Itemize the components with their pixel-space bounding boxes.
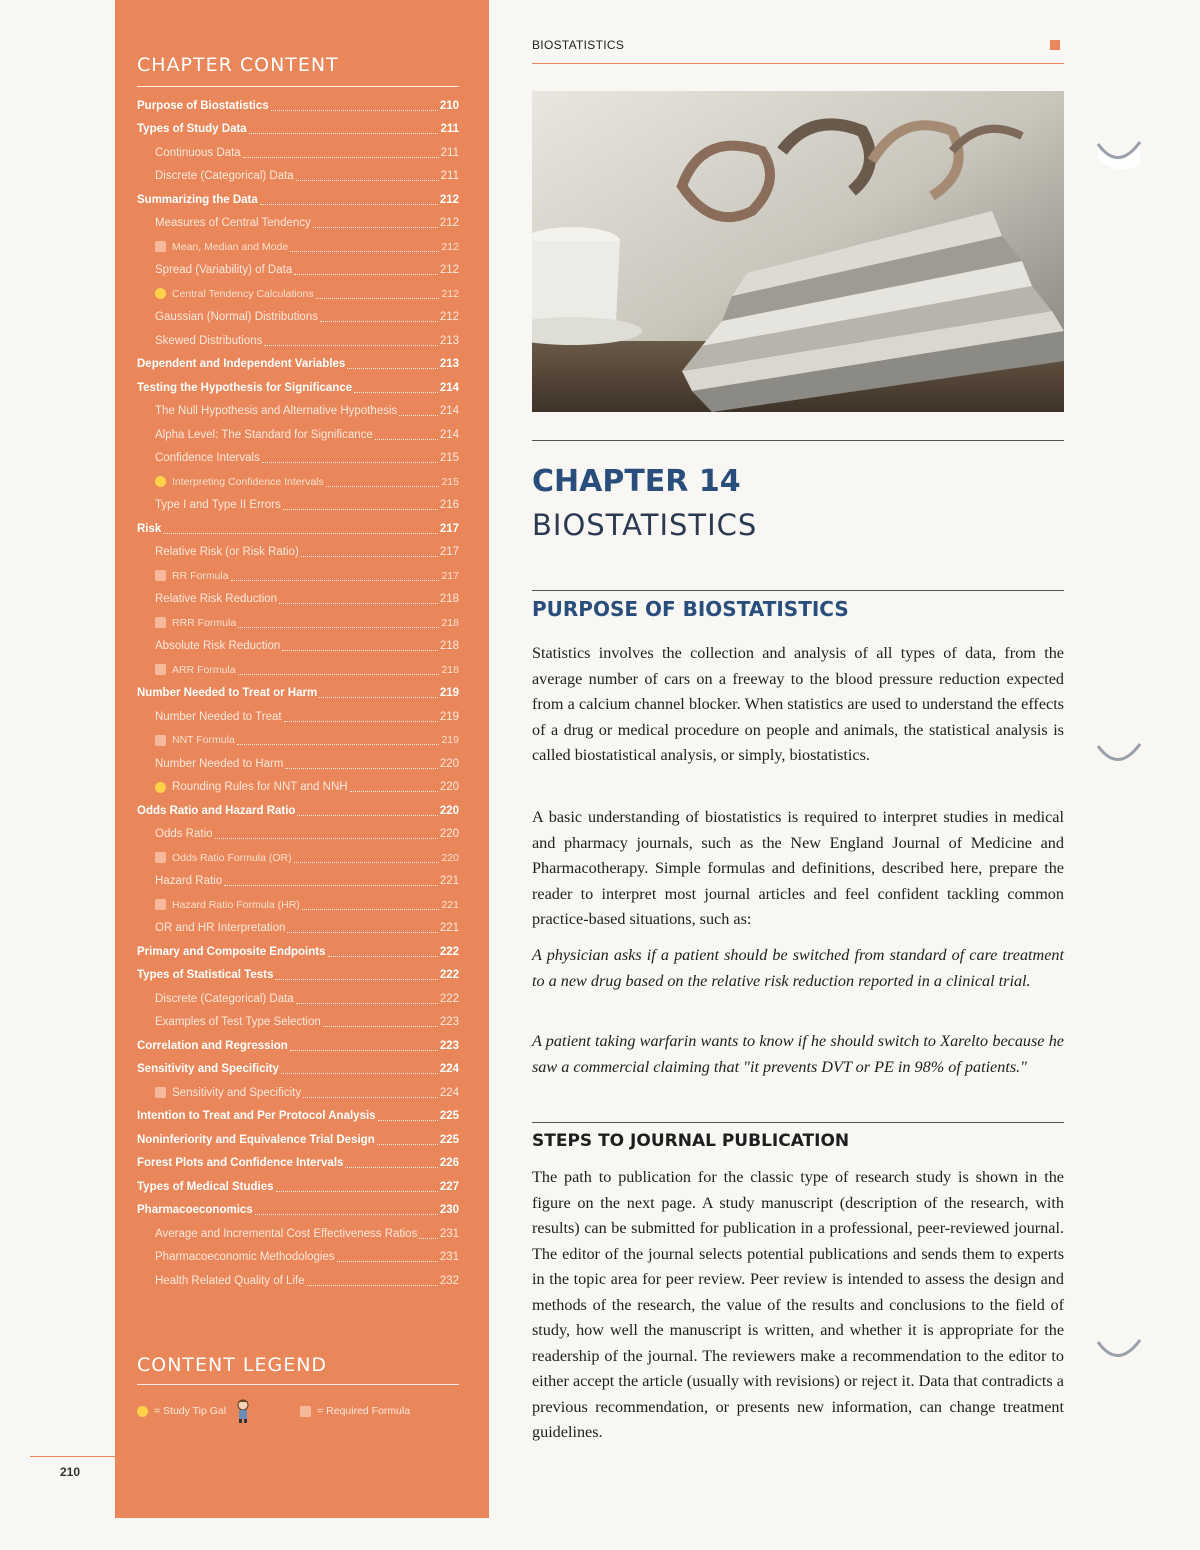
toc-entry-page: 218 [441, 663, 459, 676]
toc-entry[interactable] [137, 282, 459, 306]
toc-leader-dots [345, 1166, 437, 1168]
toc-leader-dots [249, 132, 439, 134]
toc-leader-dots [285, 767, 437, 769]
toc-leader-dots [296, 179, 439, 181]
toc-leader-dots [319, 696, 438, 698]
toc-leader-dots [255, 1213, 438, 1215]
toc-entry-page: 211 [440, 170, 459, 183]
toc-entry-title: Forest Plots and Confidence Intervals [137, 1157, 344, 1170]
toc-leader-dots [302, 908, 440, 910]
toc-entry[interactable] [137, 823, 459, 847]
toc-leader-dots [350, 790, 438, 792]
toc-entry-page: 214 [439, 428, 459, 441]
toc-entry-title: Discrete (Categorical) Data [155, 992, 294, 1005]
toc-entry-page: 212 [441, 287, 459, 300]
toc-entry[interactable] [137, 846, 459, 870]
toc-entry-title: Odds Ratio and Hazard Ratio [137, 804, 296, 817]
subsection-rule [532, 1122, 1064, 1123]
toc-entry-page: 221 [439, 875, 459, 888]
toc-entry[interactable] [137, 118, 459, 142]
toc-entry[interactable] [137, 165, 459, 189]
toc-entry-title: Number Needed to Treat or Harm [137, 687, 318, 700]
toc-entry[interactable] [137, 611, 459, 635]
toc-entry-page: 220 [441, 851, 459, 864]
toc-entry-title: Spread (Variability) of Data [155, 264, 293, 277]
formula-icon [155, 570, 166, 581]
toc-entry-page: 220 [439, 781, 459, 794]
toc-entry-page: 219 [439, 710, 459, 723]
toc-leader-dots [262, 461, 438, 463]
running-head: BIOSTATISTICS [532, 38, 625, 52]
toc-entry-page: 231 [439, 1227, 459, 1240]
toc-entry-title: Continuous Data [155, 146, 241, 159]
toc-entry[interactable] [137, 1222, 459, 1246]
toc-entry-page: 211 [440, 146, 459, 159]
toc-entry-page: 216 [439, 499, 459, 512]
toc-entry-page: 210 [439, 99, 459, 112]
section-title: PURPOSE OF BIOSTATISTICS [532, 597, 849, 621]
chapter-title: BIOSTATISTICS [532, 508, 758, 542]
toc-entry-title: NNT Formula [172, 734, 235, 747]
toc-entry-page: 217 [439, 546, 459, 559]
formula-icon [300, 1406, 311, 1417]
toc-leader-dots [313, 226, 438, 228]
toc-entry-title: Types of Medical Studies [137, 1180, 274, 1193]
toc-leader-dots [378, 1119, 438, 1121]
toc-entry[interactable] [137, 635, 459, 659]
toc-divider [137, 86, 459, 87]
toc-entry-title: Primary and Composite Endpoints [137, 945, 326, 958]
punch-hole [1096, 138, 1142, 172]
legend-label: = Study Tip Gal [154, 1405, 227, 1417]
toc-entry-title: Examples of Test Type Selection [155, 1016, 321, 1029]
toc-leader-dots [264, 344, 437, 346]
toc-entry[interactable] [137, 188, 459, 212]
toc-entry[interactable] [137, 212, 459, 236]
toc-entry[interactable] [137, 729, 459, 753]
toc-entry-page: 212 [439, 193, 459, 206]
toc-entry-page: 220 [439, 828, 459, 841]
toc-entry-title: Summarizing the Data [137, 193, 258, 206]
toc-leader-dots [238, 626, 439, 628]
toc-entry[interactable] [137, 329, 459, 353]
toc-leader-dots [282, 649, 438, 651]
body-paragraph: Statistics involves the collection and analysis of all types of data, from the average number of cars on a freeway to the blood pressure reduction expected from a calcium channel blocker. When statistics are used to understand the effects of a drug or medical procedure on people and animals, the statistical analysis is called biostatistical analysis, or simply, biostatistics. [532, 644, 1064, 764]
legend-item-study-tip [137, 1398, 260, 1424]
toc-leader-dots [328, 955, 438, 957]
content-legend [137, 1398, 459, 1424]
toc-entry-page: 211 [440, 123, 459, 136]
toc-leader-dots [294, 861, 440, 863]
toc-leader-dots [326, 485, 440, 487]
toc-entry-title: Rounding Rules for NNT and NNH [172, 781, 348, 794]
toc-leader-dots [281, 1072, 438, 1074]
toc-entry-page: 227 [439, 1180, 459, 1193]
legend-heading: CONTENT LEGEND [137, 1354, 328, 1376]
toc-entry[interactable] [137, 1152, 459, 1176]
toc-leader-dots [237, 743, 440, 745]
toc-entry-title: Purpose of Biostatistics [137, 99, 269, 112]
table-of-contents [137, 94, 459, 1293]
toc-leader-dots [215, 837, 438, 839]
chapter-photo [532, 91, 1064, 412]
toc-entry[interactable] [137, 1199, 459, 1223]
toc-leader-dots [419, 1237, 438, 1239]
toc-entry-page: 212 [439, 264, 459, 277]
toc-leader-dots [301, 555, 438, 557]
study-tip-icon [155, 476, 166, 487]
toc-entry[interactable] [137, 893, 459, 917]
toc-entry-page: 224 [439, 1063, 459, 1076]
toc-leader-dots [271, 109, 438, 111]
toc-entry[interactable] [137, 705, 459, 729]
toc-entry-page: 214 [439, 405, 459, 418]
toc-leader-dots [296, 1002, 438, 1004]
toc-entry-title: Type I and Type II Errors [155, 499, 281, 512]
toc-entry-page: 214 [439, 381, 459, 394]
toc-entry-title: RR Formula [172, 569, 229, 582]
toc-entry-title: Odds Ratio Formula (OR) [172, 851, 292, 864]
toc-leader-dots [375, 438, 438, 440]
toc-entry[interactable] [137, 964, 459, 988]
study-tip-icon [155, 288, 166, 299]
toc-entry-title: Risk [137, 522, 162, 535]
toc-leader-dots [303, 1096, 438, 1098]
legend-divider [137, 1384, 459, 1385]
toc-entry-page: 230 [439, 1204, 459, 1217]
toc-entry-title: Discrete (Categorical) Data [155, 170, 294, 183]
toc-entry-title: Interpreting Confidence Intervals [172, 475, 324, 488]
toc-entry-page: 218 [439, 593, 459, 606]
toc-entry-title: Gaussian (Normal) Distributions [155, 311, 318, 324]
toc-entry[interactable] [137, 1128, 459, 1152]
toc-entry-page: 217 [441, 569, 459, 582]
toc-leader-dots [290, 250, 439, 252]
toc-leader-dots [354, 391, 438, 393]
toc-entry[interactable] [137, 259, 459, 283]
toc-entry-title: Sensitivity and Specificity [137, 1063, 279, 1076]
chapter-rule [532, 440, 1064, 441]
formula-icon [155, 241, 166, 252]
toc-entry[interactable] [137, 940, 459, 964]
toc-entry-page: 225 [439, 1110, 459, 1123]
toc-entry-title: Types of Statistical Tests [137, 969, 274, 982]
toc-leader-dots [238, 673, 440, 675]
toc-entry-page: 212 [439, 217, 459, 230]
toc-entry[interactable] [137, 564, 459, 588]
formula-icon [155, 664, 166, 675]
toc-entry-page: 231 [439, 1251, 459, 1264]
toc-entry-page: 222 [439, 945, 459, 958]
toc-entry[interactable] [137, 235, 459, 259]
toc-entry-title: Health Related Quality of Life [155, 1274, 305, 1287]
toc-entry-title: Correlation and Regression [137, 1039, 288, 1052]
punch-hole [1096, 740, 1142, 774]
toc-entry-title: Central Tendency Calculations [172, 287, 314, 300]
toc-entry-page: 219 [439, 687, 459, 700]
punch-hole [1096, 1336, 1142, 1370]
toc-heading: CHAPTER CONTENT [137, 54, 339, 76]
toc-entry-page: 212 [439, 311, 459, 324]
toc-entry-page: 213 [439, 334, 459, 347]
legend-item-formula [300, 1405, 410, 1417]
toc-entry-title: Number Needed to Treat [155, 710, 282, 723]
toc-leader-dots [275, 978, 437, 980]
legend-label: = Required Formula [317, 1405, 411, 1417]
toc-entry-title: Intention to Treat and Per Protocol Analysis [137, 1110, 376, 1123]
section-rule [532, 590, 1064, 591]
toc-entry[interactable] [137, 376, 459, 400]
toc-leader-dots [347, 367, 437, 369]
toc-entry-page: 223 [439, 1016, 459, 1029]
toc-entry[interactable] [137, 987, 459, 1011]
toc-entry-title: ARR Formula [172, 663, 236, 676]
toc-entry-title: Skewed Distributions [155, 334, 263, 347]
toc-entry[interactable] [137, 1011, 459, 1035]
toc-leader-dots [294, 273, 438, 275]
toc-leader-dots [276, 1190, 438, 1192]
toc-entry-title: Testing the Hypothesis for Significance [137, 381, 353, 394]
toc-entry-page: 213 [439, 358, 459, 371]
toc-entry-title: Hazard Ratio [155, 875, 223, 888]
toc-leader-dots [260, 203, 438, 205]
example-paragraph: A physician asks if a patient should be switched from standard of care treatment to a new drug based on the relative risk reduction reported in a clinical trial. [532, 946, 1064, 990]
toc-leader-dots [284, 720, 438, 722]
toc-entry[interactable] [137, 423, 459, 447]
formula-icon [155, 899, 166, 910]
toc-entry-page: 215 [439, 452, 459, 465]
toc-entry-title: Average and Incremental Cost Effectiveness Ratios [155, 1227, 418, 1240]
example-paragraph: A patient taking warfarin wants to know if he should switch to Xarelto because he saw a commercial claiming that "it prevents DVT or PE in 98% of patients." [532, 1032, 1064, 1076]
toc-entry[interactable] [137, 353, 459, 377]
toc-entry-title: Noninferiority and Equivalence Trial Design [137, 1133, 375, 1146]
toc-entry[interactable] [137, 1246, 459, 1270]
toc-entry-page: 218 [439, 640, 459, 653]
toc-entry[interactable] [137, 94, 459, 118]
toc-entry-page: 225 [439, 1133, 459, 1146]
formula-icon [155, 735, 166, 746]
toc-entry-title: Pharmacoeconomics [137, 1204, 253, 1217]
toc-entry[interactable] [137, 1175, 459, 1199]
toc-entry-page: 221 [439, 922, 459, 935]
toc-entry-page: 220 [439, 757, 459, 770]
toc-entry-title: OR and HR Interpretation [155, 922, 286, 935]
toc-entry[interactable] [137, 470, 459, 494]
toc-leader-dots [377, 1143, 438, 1145]
toc-leader-dots [297, 814, 437, 816]
chapter-sidebar [115, 0, 489, 1518]
toc-entry-title: The Null Hypothesis and Alternative Hypothesis [155, 405, 398, 418]
toc-entry[interactable] [137, 658, 459, 682]
toc-entry-title: Measures of Central Tendency [155, 217, 311, 230]
toc-entry-title: Confidence Intervals [155, 452, 260, 465]
toc-entry[interactable] [137, 588, 459, 612]
toc-leader-dots [231, 579, 440, 581]
toc-entry-title: Sensitivity and Specificity [172, 1086, 302, 1099]
toc-entry-title: Relative Risk (or Risk Ratio) [155, 546, 299, 559]
body-paragraph: A basic understanding of biostatistics is required to interpret studies in medical and pharmacy journals, such as the New England Journal of Medicine and Pharmacotherapy. Simple formulas and definitions, described here, prepare the reader to interpret most journal articles and feel confident tackling common practice-based situations, such as: [532, 808, 1064, 928]
toc-entry-title: Mean, Median and Mode [172, 240, 289, 253]
toc-entry-title: Relative Risk Reduction [155, 593, 278, 606]
toc-entry[interactable] [137, 1058, 459, 1082]
toc-entry[interactable] [137, 306, 459, 330]
toc-entry[interactable] [137, 517, 459, 541]
toc-entry-page: 223 [439, 1039, 459, 1052]
toc-entry[interactable] [137, 141, 459, 165]
toc-leader-dots [224, 884, 438, 886]
toc-entry[interactable] [137, 682, 459, 706]
toc-entry[interactable] [137, 1034, 459, 1058]
toc-entry-page: 226 [439, 1157, 459, 1170]
toc-entry[interactable] [137, 494, 459, 518]
header-rule [532, 63, 1064, 64]
toc-leader-dots [337, 1260, 438, 1262]
toc-entry[interactable] [137, 776, 459, 800]
toc-entry-title: Number Needed to Harm [155, 757, 284, 770]
toc-entry[interactable] [137, 799, 459, 823]
toc-leader-dots [320, 320, 438, 322]
toc-entry-page: 222 [439, 992, 459, 1005]
toc-entry[interactable] [137, 1081, 459, 1105]
page-number-rule [30, 1456, 115, 1457]
formula-icon [155, 1087, 166, 1098]
toc-entry-page: 212 [441, 240, 459, 253]
toc-leader-dots [290, 1049, 438, 1051]
toc-entry-page: 224 [439, 1086, 459, 1099]
body-paragraph: The path to publication for the classic type of research study is shown in the figure on the next page. A study manuscript (description of the research, with results) can be submitted for publication in a professional, peer-reviewed journal. The editor of the journal selects potential publications and sends them to experts in the topic area for peer review. Peer review is intended to assess the design and methods of the research, the value of the results and conclusions to the field of study, how well the manuscript is written, and whether it is appropriate for the readership of the journal. The reviewers make a recommendation to the editor to either accept the article (usually with revisions) or reject it. Data that contradicts a previous recommendation, or presents new information, can change treatment guidelines. [532, 1168, 1064, 1441]
toc-leader-dots [279, 602, 438, 604]
formula-icon [155, 852, 166, 863]
running-head-marker [1050, 40, 1060, 50]
study-tip-icon [155, 782, 166, 793]
toc-entry[interactable] [137, 870, 459, 894]
toc-entry-page: 222 [439, 969, 459, 982]
toc-entry-title: RRR Formula [172, 616, 237, 629]
toc-entry[interactable] [137, 752, 459, 776]
toc-leader-dots [307, 1284, 438, 1286]
subsection-title: STEPS TO JOURNAL PUBLICATION [532, 1131, 850, 1151]
toc-entry[interactable] [137, 400, 459, 424]
toc-entry-title: Hazard Ratio Formula (HR) [172, 898, 300, 911]
toc-entry[interactable] [137, 447, 459, 471]
toc-entry-title: Odds Ratio [155, 828, 213, 841]
study-tip-gal-icon [234, 1398, 252, 1424]
chapter-number: CHAPTER 14 [532, 464, 741, 499]
toc-leader-dots [399, 414, 438, 416]
study-tip-icon [137, 1406, 148, 1417]
toc-leader-dots [163, 532, 438, 534]
toc-entry-title: Types of Study Data [137, 123, 247, 136]
toc-entry[interactable] [137, 917, 459, 941]
toc-entry[interactable] [137, 1105, 459, 1129]
toc-leader-dots [283, 508, 438, 510]
toc-entry[interactable] [137, 541, 459, 565]
formula-icon [155, 617, 166, 628]
toc-leader-dots [316, 297, 440, 299]
page-number: 210 [60, 1465, 81, 1479]
toc-leader-dots [323, 1025, 438, 1027]
toc-entry-title: Pharmacoeconomic Methodologies [155, 1251, 335, 1264]
toc-entry-page: 220 [439, 804, 459, 817]
toc-entry[interactable] [137, 1269, 459, 1293]
toc-leader-dots [287, 931, 437, 933]
toc-entry-page: 219 [441, 734, 459, 747]
toc-entry-page: 221 [441, 898, 459, 911]
toc-entry-page: 215 [441, 475, 459, 488]
toc-entry-title: Absolute Risk Reduction [155, 640, 281, 653]
toc-leader-dots [243, 156, 439, 158]
toc-entry-title: Alpha Level: The Standard for Significance [155, 428, 373, 441]
toc-entry-page: 232 [439, 1274, 459, 1287]
toc-entry-title: Dependent and Independent Variables [137, 358, 346, 371]
toc-entry-page: 218 [441, 616, 459, 629]
toc-entry-page: 217 [439, 522, 459, 535]
